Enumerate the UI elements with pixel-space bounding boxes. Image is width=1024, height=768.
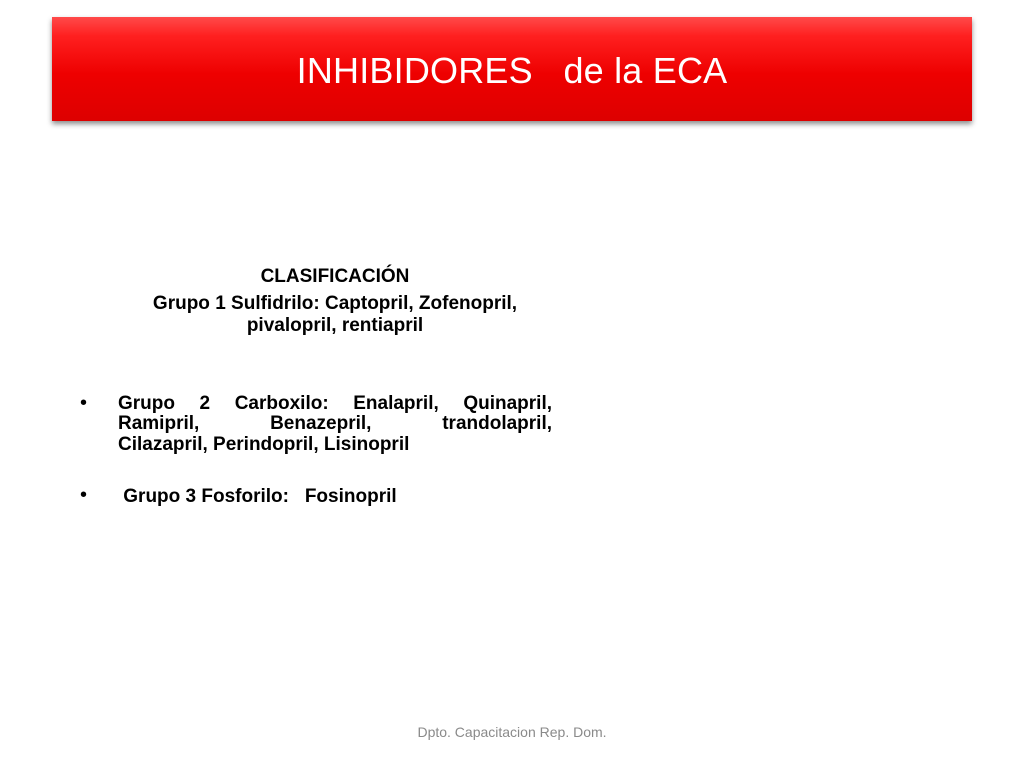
- group2-word: Ramipril,: [118, 413, 200, 434]
- group2-line-2: [118, 413, 552, 434]
- title-bar: [52, 17, 972, 121]
- bullet-icon: •: [80, 484, 88, 506]
- footer-text: Dpto. Capacitacion Rep. Dom.: [417, 724, 607, 740]
- classification-heading: CLASIFICACIÓN: [260, 266, 410, 287]
- group1-line-2: pivalopril, rentiapril: [246, 315, 424, 336]
- group2-word: trandolapril,: [442, 413, 553, 434]
- group2-line-1: [118, 393, 552, 414]
- group2-word: Grupo 2: [118, 393, 211, 414]
- group2-word: Carboxilo:: [234, 393, 329, 414]
- group2-line-3: Cilazapril, Perindopril, Lisinopril: [118, 434, 410, 455]
- group2-word: Quinapril,: [463, 393, 553, 414]
- group2-word: Benazepril,: [270, 413, 372, 434]
- group3-line: Grupo 3 Fosforilo: Fosinopril: [118, 486, 397, 507]
- group2-word: Enalapril,: [353, 393, 439, 414]
- bullet-icon: •: [80, 392, 88, 414]
- slide-title: INHIBIDORES de la ECA: [296, 50, 728, 91]
- group1-line-1: Grupo 1 Sulfidrilo: Captopril, Zofenopril,: [152, 293, 518, 314]
